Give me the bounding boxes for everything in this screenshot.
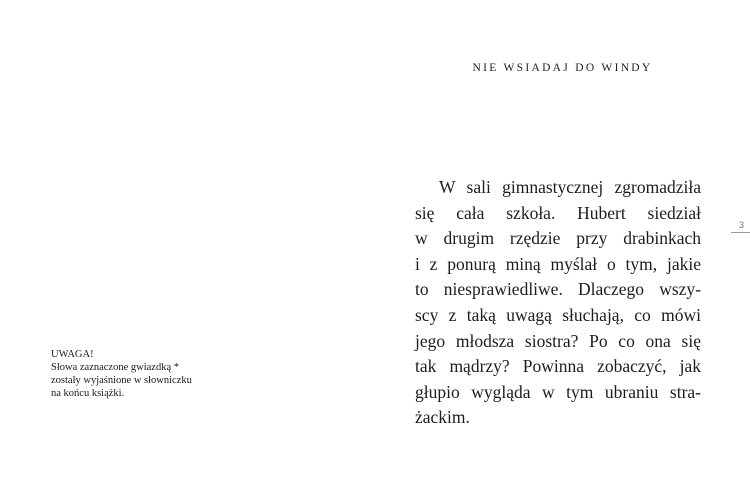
text-line: W sali gimnastycznej zgromadziła xyxy=(439,177,701,197)
text-line: głupio wygląda w tym ubraniu stra- xyxy=(415,381,701,402)
body-text xyxy=(415,175,701,431)
reader-note xyxy=(51,348,241,400)
note-line: Słowa zaznaczone gwiazdką * xyxy=(51,362,179,373)
text-line: i z ponurą miną myślał o tym, jakie xyxy=(415,253,701,274)
text-line: w drugim rzędzie przy drabinkach xyxy=(415,228,701,249)
text-line: tak mądrzy? Powinna zobaczyć, jak xyxy=(415,356,701,377)
text-line: się cała szkoła. Hubert siedział xyxy=(415,202,701,223)
note-line: na końcu książki. xyxy=(51,388,125,399)
right-page xyxy=(375,0,750,479)
page-number: 3 xyxy=(739,220,745,230)
text-line: scy z taką uwagą słuchają, co mówi xyxy=(415,304,701,325)
note-line: UWAGA! xyxy=(51,349,94,360)
running-head: NIE WSIADAJ DO WINDY xyxy=(472,62,653,74)
text-line: żackim. xyxy=(415,407,470,428)
note-line: zostały wyjaśnione w słowniczku xyxy=(51,375,192,386)
page-number-rule xyxy=(731,232,750,233)
text-line: to niesprawiedliwe. Dlaczego wszy- xyxy=(415,279,701,300)
text-line: jego młodsza siostra? Po co ona się xyxy=(415,330,701,351)
